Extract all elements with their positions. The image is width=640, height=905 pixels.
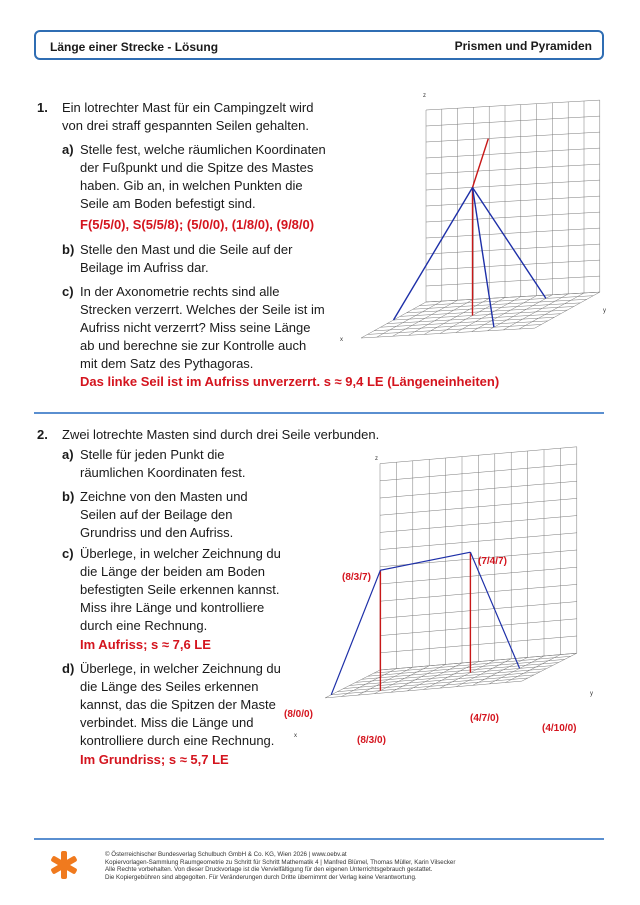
point-label-8-0-0: (8/0/0) xyxy=(284,709,313,720)
task2-d-answer: Im Grundriss; s ≈ 5,7 LE xyxy=(80,752,229,767)
task1-number: 1. xyxy=(37,100,48,115)
point-label-4-10-0: (4/10/0) xyxy=(542,723,577,734)
grid-line xyxy=(472,296,537,332)
grid-line xyxy=(408,299,473,335)
grid-line xyxy=(426,132,600,142)
task2-axis-z-label: z xyxy=(375,456,378,462)
task1-c-answer: Das linke Seil ist im Aufriss unverzerrt. s ≈ 9,4 LE (Längeneinheiten) xyxy=(80,374,500,389)
footer-text: © Österreichischer Bundesverlag Schulbuch GmbH & Co. KG, Wien 2026 | www.oebv.at Kopiervorlagen-Sammlung Raumgeometrie zu Schritt für Schritt Mathematik 4 | Manfred Blümel, Thomas Müller, Karin Vilsecker Alle Rechte vorbehalten. Von dieser Druckvorlage ist die Vervielfältigung für den eigenen Unterrichtsgebrauch gestattet. Die Kopiergebühren sind abgegolten. Für Veränderungen durch Dritte übernimmt der Verlag keine Verantwortung. xyxy=(105,851,456,881)
grid-line xyxy=(426,276,600,286)
worksheet-title: Länge einer Strecke - Lösung xyxy=(50,40,219,54)
grid-line xyxy=(426,260,600,270)
grid-line xyxy=(426,228,600,238)
task2-axis-x-label: x xyxy=(294,733,297,739)
task2-axonometry xyxy=(280,445,610,750)
point-label-4-7-0: (4/7/0) xyxy=(470,713,499,724)
task2-a-text: Stelle für jeden Punkt die räumlichen Koordinaten fest. xyxy=(80,447,246,480)
point-label-7-4-7: (7/4/7) xyxy=(478,556,507,567)
chapter-title: Prismen und Pyramiden xyxy=(454,39,592,53)
grid-line xyxy=(503,294,568,330)
rope-line xyxy=(473,188,494,328)
task1-c-label: c) xyxy=(62,284,74,299)
task2-b-text: Zeichne von den Masten und Seilen auf der Beilage den Grundriss und den Aufriss. xyxy=(80,489,248,540)
rope-line xyxy=(380,552,470,570)
grid-line xyxy=(426,196,600,206)
task2-axis-y-label: y xyxy=(590,691,593,697)
task1-axis-x-label: x xyxy=(340,337,343,343)
task1-a-label: a) xyxy=(62,142,74,157)
task1-axis-z-label: z xyxy=(423,93,426,99)
grid-line xyxy=(426,100,600,110)
task1-grid xyxy=(361,100,600,338)
grid-line xyxy=(456,297,521,333)
grid-line xyxy=(424,298,489,334)
task2-intro: Zwei lotrechte Masten sind durch drei Seile verbunden. xyxy=(62,427,380,442)
task1-construction xyxy=(394,139,546,328)
grid-line xyxy=(487,295,552,331)
task2-c-answer: Im Aufriss; s ≈ 7,6 LE xyxy=(80,637,211,652)
grid-line xyxy=(426,180,600,190)
grid-line xyxy=(377,301,442,337)
grid-line xyxy=(426,164,600,174)
task1-b-label: b) xyxy=(62,242,75,257)
point-label-8-3-7: (8/3/7) xyxy=(342,572,371,583)
task2-b-label: b) xyxy=(62,489,75,504)
footer-divider xyxy=(34,838,604,840)
rope-line xyxy=(473,188,546,299)
task1-b-text: Stelle den Mast und die Seile auf der Beilage im Aufriss dar. xyxy=(80,242,293,275)
grid-line xyxy=(426,148,600,158)
task1-axonometry xyxy=(330,85,620,355)
task2-c-label: c) xyxy=(62,546,74,561)
task1-c-text: In der Axonometrie rechts sind alle Strecken verzerrt. Welches der Seile ist im Aufriss nicht verzerrt? Miss seine Länge ab und berechne sie zur Kontrolle auch mit dem Satz des Pythagoras. xyxy=(80,284,325,371)
task1-axis-y-label: y xyxy=(603,308,606,314)
task2-a-label: a) xyxy=(62,447,74,462)
page-header xyxy=(34,30,604,60)
task2-d-label: d) xyxy=(62,661,75,676)
publisher-logo-icon xyxy=(50,850,78,880)
grid-line xyxy=(519,293,584,329)
mast-extension-line xyxy=(473,139,489,188)
section-divider xyxy=(34,412,604,414)
task2-c-text: Überlege, in welcher Zeichnung du die Länge der beiden am Boden befestigten Seile erkennen kannst. Miss ihre Länge und kontrolliere durch eine Rechnung. xyxy=(80,546,281,633)
rope-line xyxy=(331,570,380,695)
task1-a-text: Stelle fest, welche räumlichen Koordinaten der Fußpunkt und die Spitze des Mastes haben. Gib an, in welchen Punkten die Seile am Boden befestigt sind. xyxy=(80,142,326,211)
task1-intro: Ein lotrechter Mast für ein Campingzelt wird von drei straff gespannten Seilen gehalten. xyxy=(62,100,314,133)
task2-number: 2. xyxy=(37,427,48,442)
grid-line xyxy=(426,116,600,126)
task2-d-text: Überlege, in welcher Zeichnung du die Länge des Seiles erkennen kannst, das die Spitzen der Maste verbindet. Miss die Länge und kontrolliere durch eine Rechnung. xyxy=(80,661,281,748)
task1-a-answer: F(5/5/0), S(5/5/8); (5/0/0), (1/8/0), (9/8/0) xyxy=(80,217,315,232)
point-label-8-3-0: (8/3/0) xyxy=(357,735,386,746)
